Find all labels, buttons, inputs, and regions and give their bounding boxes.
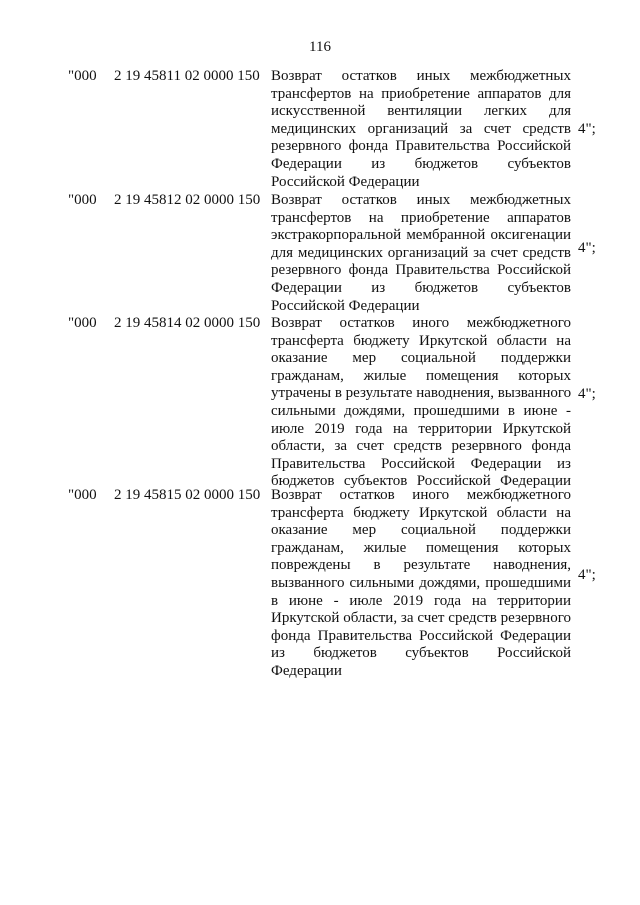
amount: 4"; bbox=[578, 240, 596, 256]
code-prefix: "000 bbox=[68, 487, 97, 503]
budget-classification-code: 2 19 45811 02 0000 150 bbox=[114, 68, 260, 84]
description-line: оказание мер социальной поддержки bbox=[271, 522, 571, 539]
description-line: в июне - июле 2019 года на территории bbox=[271, 592, 571, 609]
budget-classification-code: 2 19 45812 02 0000 150 bbox=[114, 192, 261, 208]
description-line: для медицинских организаций за счет средств bbox=[271, 244, 571, 261]
code-prefix: "000 bbox=[68, 68, 97, 84]
description-line: трансфертов на приобретение аппаратов bbox=[271, 209, 571, 226]
description-line: Возврат остатков иных межбюджетных bbox=[271, 192, 571, 208]
description-line: повреждены в результате наводнения, bbox=[271, 557, 571, 574]
description-line: трансфертов на приобретение аппаратов для bbox=[271, 85, 571, 102]
description-line: оказание мер социальной поддержки bbox=[271, 350, 571, 367]
description-line: Иркутской области, за счет средств резервного bbox=[271, 610, 571, 627]
description-line: экстракорпоральной мембранной оксигенации bbox=[271, 227, 571, 244]
description-line: утрачены в результате наводнения, вызванного bbox=[271, 385, 572, 402]
description-line: Российской Федерации bbox=[271, 173, 420, 190]
description-line: вызванного сильными дождями, прошедшими bbox=[271, 574, 571, 591]
income-description bbox=[271, 68, 571, 191]
description-line: Федерации из бюджетов субъектов bbox=[271, 155, 571, 172]
description-line: Российской Федерации bbox=[271, 297, 420, 314]
income-description bbox=[271, 487, 571, 681]
income-description bbox=[271, 315, 571, 491]
code-prefix: "000 bbox=[68, 315, 97, 331]
budget-classification-code: 2 19 45815 02 0000 150 bbox=[114, 487, 261, 503]
description-line: трансферта бюджету Иркутской области на bbox=[271, 504, 571, 521]
description-line: медицинских организаций за счет средств bbox=[271, 120, 571, 137]
description-line: сильными дождями, прошедшими в июне - bbox=[271, 402, 571, 419]
income-description bbox=[271, 192, 571, 315]
description-line: фонда Правительства Российской Федерации bbox=[271, 627, 571, 644]
description-line: июле 2019 года на территории Иркутской bbox=[271, 420, 571, 437]
description-line: трансферта бюджету Иркутской области на bbox=[271, 332, 571, 349]
description-line: Федерации bbox=[271, 662, 342, 679]
page-number: 116 bbox=[309, 39, 331, 55]
description-line: Возврат остатков иных межбюджетных bbox=[271, 68, 571, 84]
description-line: резервного фонда Правительства Российской bbox=[271, 138, 571, 155]
description-line: Правительства Российской Федерации из bbox=[271, 455, 571, 472]
budget-classification-code: 2 19 45814 02 0000 150 bbox=[114, 315, 261, 331]
description-line: Федерации из бюджетов субъектов bbox=[271, 279, 571, 296]
description-line: из бюджетов субъектов Российской bbox=[271, 645, 571, 662]
description-line: Возврат остатков иного межбюджетного bbox=[271, 487, 571, 503]
description-line: резервного фонда Правительства Российской bbox=[271, 262, 571, 279]
description-line: гражданам, жилые помещения которых bbox=[271, 367, 571, 384]
amount: 4"; bbox=[578, 567, 596, 583]
description-line: гражданам, жилые помещения которых bbox=[271, 539, 571, 556]
amount: 4"; bbox=[578, 386, 596, 402]
description-line: искусственной вентиляции легких для bbox=[271, 103, 571, 120]
code-prefix: "000 bbox=[68, 192, 97, 208]
description-line: области, за счет средств резервного фонда bbox=[271, 438, 571, 455]
description-line: бюджетов субъектов Российской Федерации bbox=[271, 473, 571, 490]
description-line: Возврат остатков иного межбюджетного bbox=[271, 315, 571, 331]
amount: 4"; bbox=[578, 121, 596, 137]
